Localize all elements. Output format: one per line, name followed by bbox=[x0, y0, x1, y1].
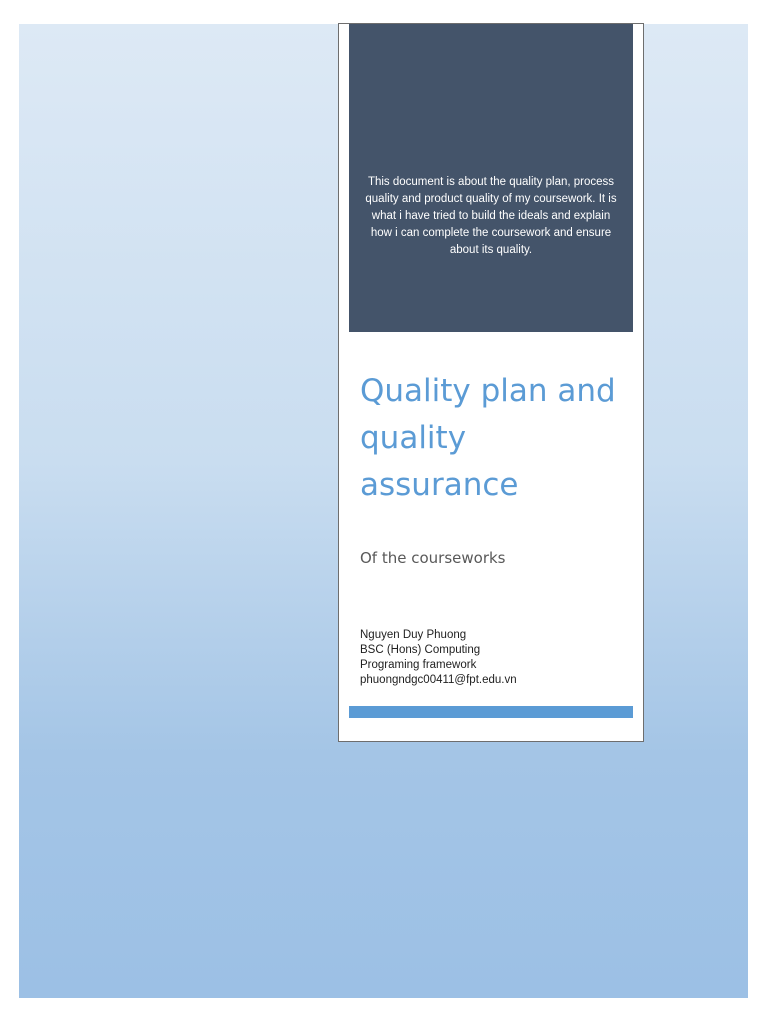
document-subtitle: Of the courseworks bbox=[360, 549, 506, 567]
accent-bar bbox=[349, 706, 633, 718]
author-module: Programing framework bbox=[360, 659, 477, 671]
document-title: Quality plan and quality assurance bbox=[360, 373, 616, 503]
author-info bbox=[360, 628, 517, 688]
author-name: Nguyen Duy Phuong bbox=[360, 629, 467, 641]
author-degree: BSC (Hons) Computing bbox=[360, 644, 481, 656]
author-email: phuongndgc00411@fpt.edu.vn bbox=[360, 674, 517, 686]
abstract-panel bbox=[349, 24, 633, 332]
cover-page bbox=[338, 23, 644, 742]
abstract-text: This document is about the quality plan, process quality and product quality of my coursework. It is what i have tried to build the ideals and explain how i can complete the coursework and ensure about its quality. bbox=[365, 176, 617, 256]
